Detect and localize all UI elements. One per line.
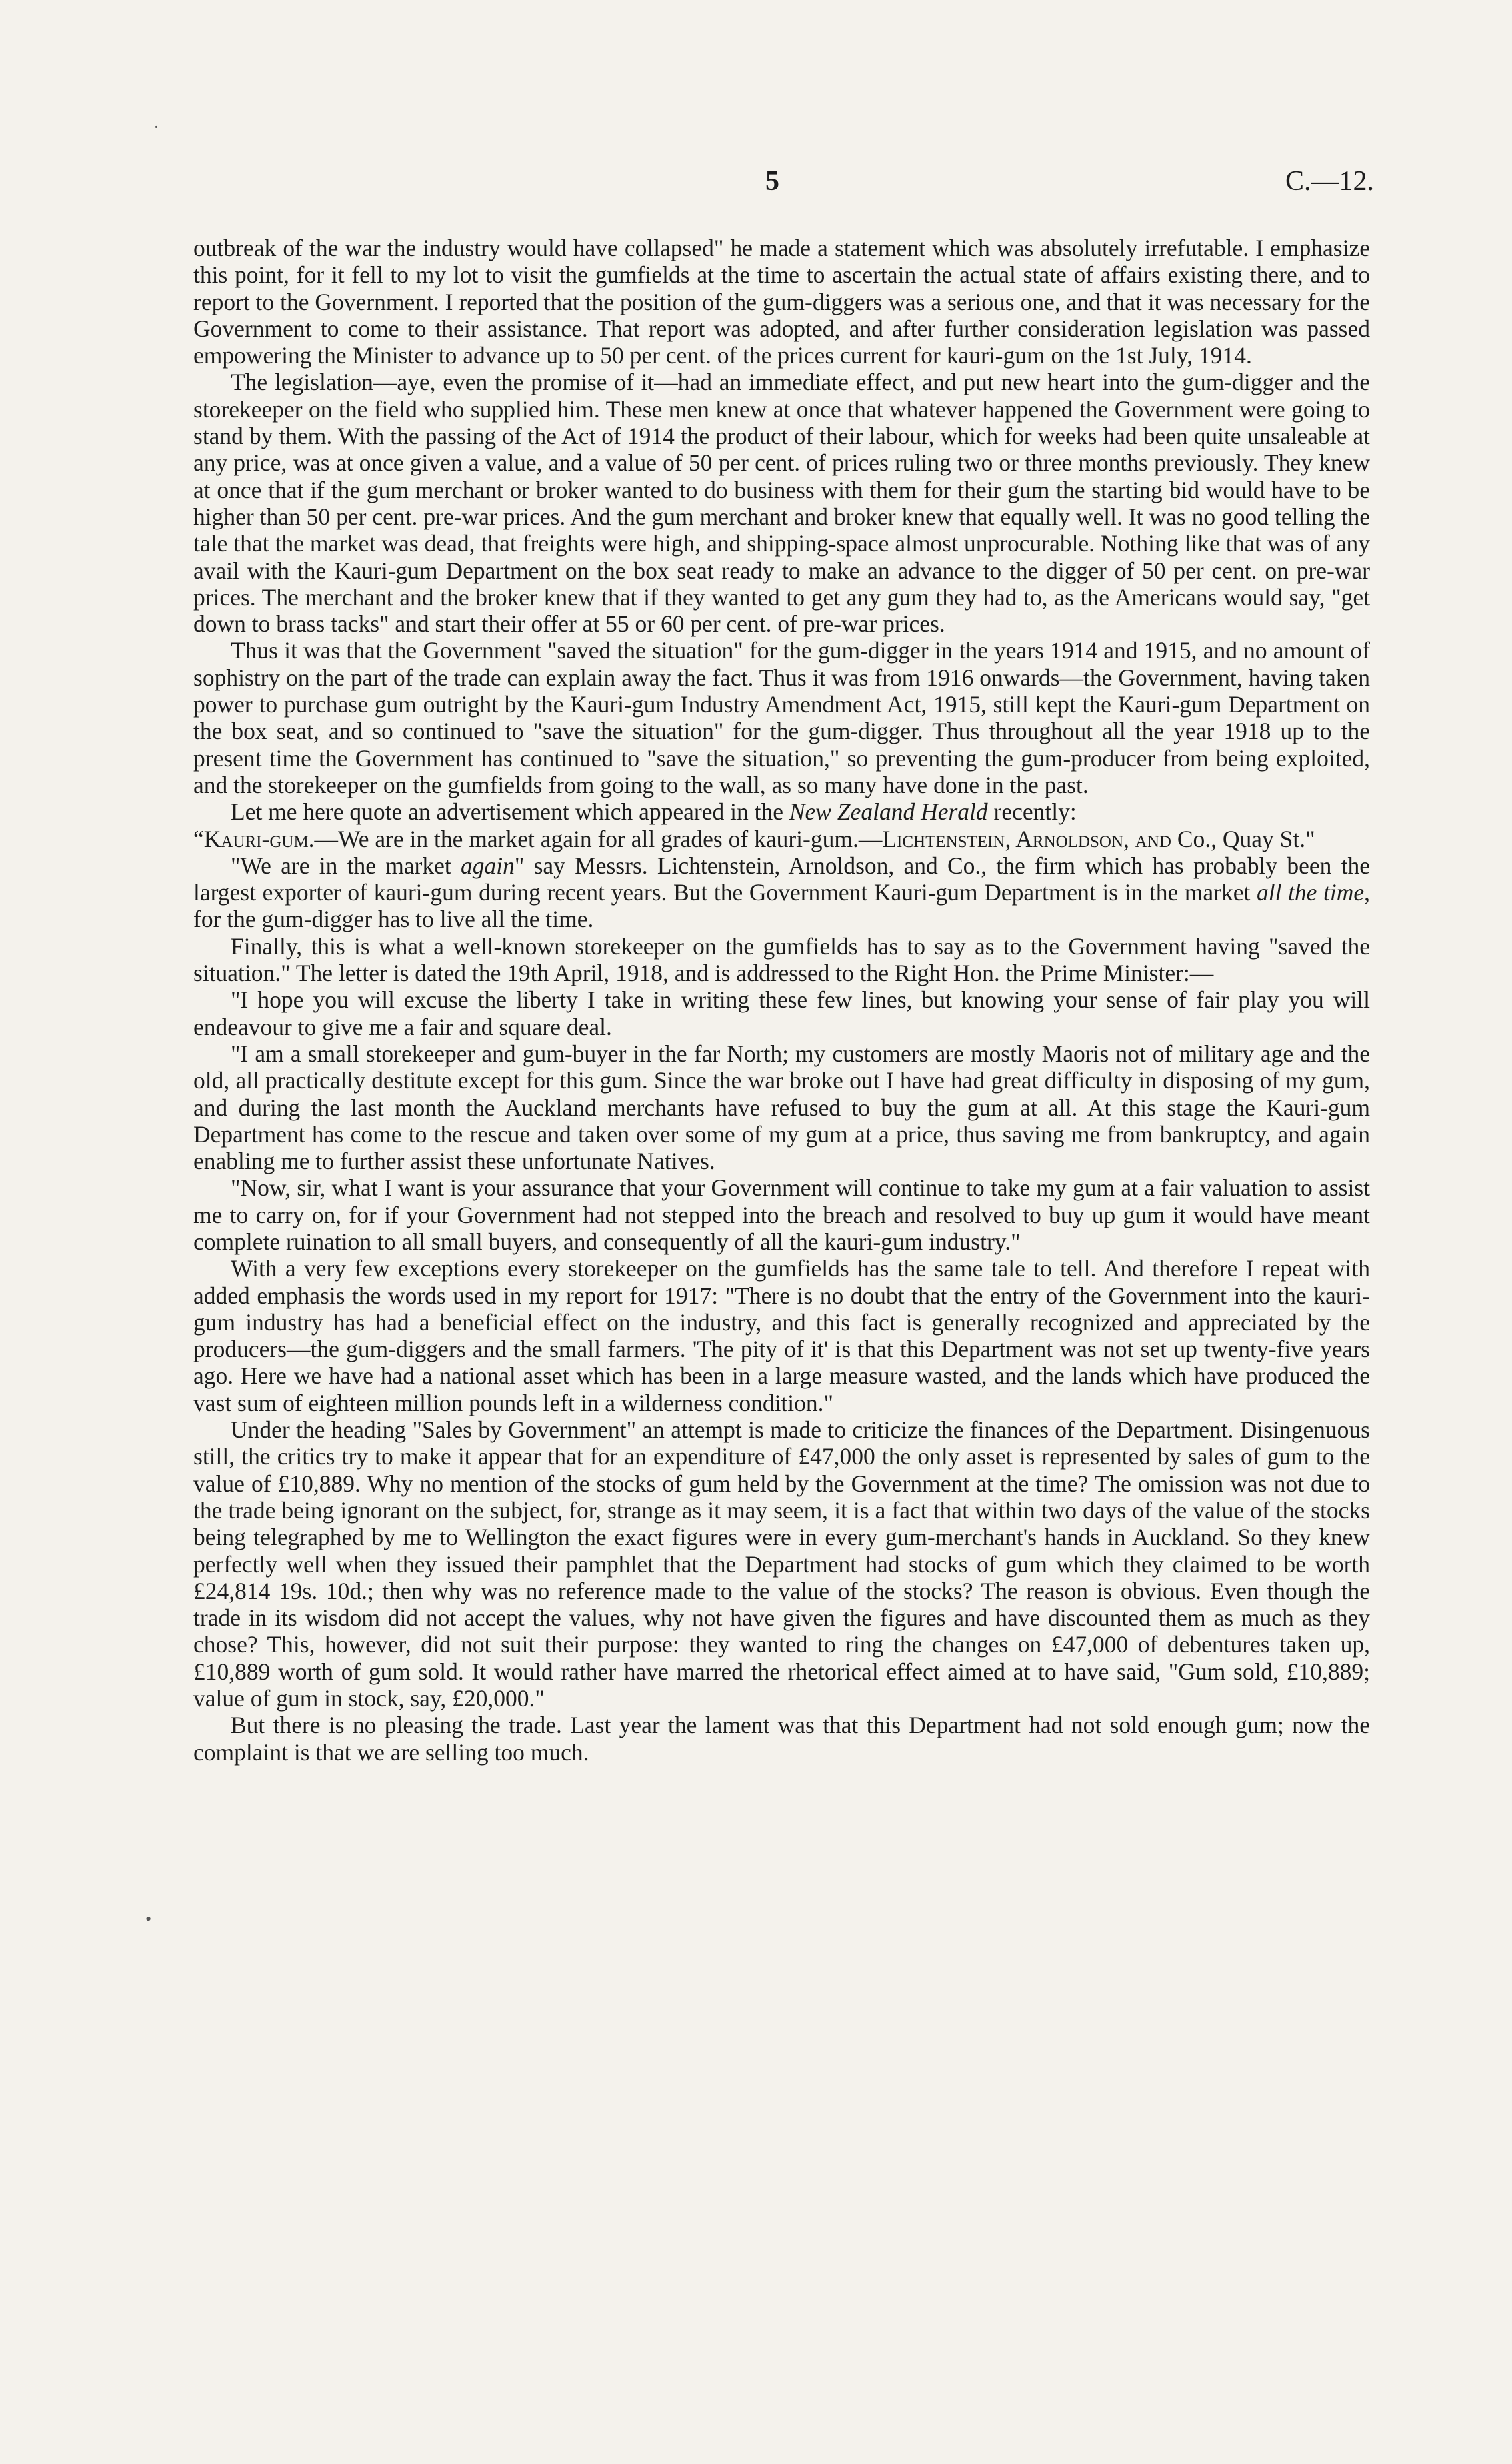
document-reference: C.—12. [1285,166,1375,197]
paragraph-advertisement-quote: “Kauri-gum.—We are in the market again for all grades of kauri-gum.—Lichtenstein, Arnoldson, and Co., Quay St." [193,825,1315,852]
advertisement-intro-text: Let me here quote an advertisement which appeared in the [231,798,789,826]
page-number: 5 [765,166,779,197]
advertisement-heading: Kauri-gum [203,825,309,852]
paragraph-war-industry: outbreak of the war the industry would have collapsed" he made a statement which was absolutely irrefutable. I emphasize this point, for it fell to my lot to visit the gumfields at the time to ascertain the actual state of affairs existing there, and to report to the Government. I reported that the position of the gum-diggers was a serious one, and that it was necessary for the Government to come to their assistance. That report was adopted, and after further consideration legislation was passed empowering the Minister to advance up to 50 per cent. of the prices current for kauri-gum on the 1st July, 1914. [193,235,1370,369]
newspaper-title: New Zealand Herald [789,798,988,826]
paragraph-storekeeper-intro: Finally, this is what a well-known storekeeper on the gumfields has to say as to the Government having "saved the situation." The letter is dated the 19th April, 1918, and is addressed to the Right Hon. the Prime Minister:— [193,932,1370,987]
market-again-text-2: " say Messrs. Lichtenstein, Arnoldson, and Co., the firm which has probably been the largest exporter of kauri-gum during recent years. But the Government Kauri-gum Department is in the market [193,852,1370,906]
margin-dot: • [145,1909,152,1929]
body-text [193,235,1370,1766]
paragraph-sales-by-government: Under the heading "Sales by Government" an attempt is made to criticize the finances of the Department. Disingenuous still, the critics try to make it appear that for an expenditure of £47,000 the only asset is represented by sales of gum to the value of £10,889. Why no mention of the stocks of gum held by the Government at the time? The omission was not due to the trade being ignorant on the subject, for, strange as it may seem, it is a fact that within two days of the value of the stocks being telegraphed by me to Wellington the exact figures were in every gum-merchant's hands in Auckland. So they knew perfectly well when they issued their pamphlet that the Department had stocks of gum which they claimed to be worth £24,814 19s. 10d.; then why was no reference made to the value of the stocks? The reason is obvious. Even though the trade in its wisdom did not accept the values, why not have given the figures and have discounted them as much as they chose? This, however, did not suit their purpose: they wanted to ring the changes on £47,000 of debentures taken up, £10,889 worth of gum sold. It would rather have marred the rhetorical effect aimed at to have said, "Gum sold, £10,889; value of gum in stock, say, £20,000." [193,1416,1370,1712]
paragraph-report-1917: With a very few exceptions every storekeeper on the gumfields has the same tale to tell. And therefore I repeat with added emphasis the words used in my report for 1917: "There is no doubt that the entry of the Government into the kauri-gum industry has had a beneficial effect on the industry, and this fact is generally recognized and appreciated by the producers—the gum-diggers and the small farmers. 'The pity of it' is that this Department was not set up twenty-five years ago. Here we have had a national asset which has been in a large measure wasted, and the lands which have produced the vast sum of eighteen million pounds left in a wilderness condition." [193,1255,1370,1416]
paragraph-legislation: The legislation—aye, even the promise of it—had an immediate effect, and put new heart into the gum-digger and the storekeeper on the field who supplied him. These men knew at once that whatever happened the Government were going to stand by them. With the passing of the Act of 1914 the product of their labour, which for weeks had been quite unsaleable at any price, was at once given a value, and a value of 50 per cent. of prices ruling two or three months previously. They knew at once that if the gum merchant or broker wanted to do business with them for their gum the starting bid would have to be higher than 50 per cent. pre-war prices. And the gum merchant and broker knew that equally well. It was no good telling the tale that the market was dead, that freights were high, and shipping-space almost unprocurable. Nothing like that was of any avail with the Kauri-gum Department on the box seat ready to make an advance to the digger of 50 per cent. on pre-war prices. The merchant and the broker knew that if they wanted to get any gum they had to, as the Americans would say, "get down to brass tacks" and start their offer at 55 or 60 per cent. of pre-war prices. [193,369,1370,638]
market-again-italic-2: all the time [1256,879,1365,906]
advertisement-body: .—We are in the market again for all grades of kauri-gum.— [308,825,883,852]
market-again-text-1: "We are in the market [231,852,461,879]
paragraph-market-again [193,852,1370,933]
paragraph-letter-3: "Now, sir, what I want is your assurance that your Government will continue to take my gum at a fair valuation to assist me to carry on, for if your Government had not stepped into the breach and resolved to buy up gum it would have meant complete ruination to all small buyers, and consequently of all the kauri-gum industry." [193,1174,1370,1255]
market-again-italic-1: again [461,852,515,879]
paragraph-saved-situation: Thus it was that the Government "saved the situation" for the gum-digger in the years 1914 and 1915, and no amount of sophistry on the part of the trade can explain away the fact. Thus it was from 1916 onwards—the Government, having taken power to purchase gum outright by the Kauri-gum Industry Amendment Act, 1915, still kept the Kauri-gum Department on the box seat, and so continued to "save the situation" for the gum-digger. Thus throughout all the year 1918 up to the present time the Government has continued to "save the situation," so preventing the gum-producer from being exploited, and the storekeeper on the gumfields from going to the wall, as so many have done in the past. [193,637,1370,798]
speck-mark: · [153,117,159,137]
advertisement-firm: Lichtenstein, Arnoldson, and [882,825,1171,852]
paragraph-letter-1: "I hope you will excuse the liberty I take in writing these few lines, but knowing your sense of fair play you will endeavour to give me a fair and square deal. [193,986,1370,1040]
paragraph-advertisement-intro [193,798,1370,825]
advertisement-intro-tail: recently: [987,798,1077,826]
advertisement-address: Co., Quay St." [1171,825,1315,852]
market-again-text-3: , for the gum-digger has to live all the time. [193,879,1371,933]
paragraph-letter-2: "I am a small storekeeper and gum-buyer in the far North; my customers are mostly Maoris not of military age and the old, all practically destitute except for this gum. Since the war broke out I have had great difficulty in disposing of my gum, and during the last month the Auckland merchants have refused to buy the gum at all. At this stage the Kauri-gum Department has come to the rescue and taken over some of my gum at a price, thus saving me from bankruptcy, and again enabling me to further assist these unfortunate Natives. [193,1040,1370,1175]
paragraph-no-pleasing-trade: But there is no pleasing the trade. Last year the lament was that this Department had not sold enough gum; now the complaint is that we are selling too much. [193,1712,1370,1766]
